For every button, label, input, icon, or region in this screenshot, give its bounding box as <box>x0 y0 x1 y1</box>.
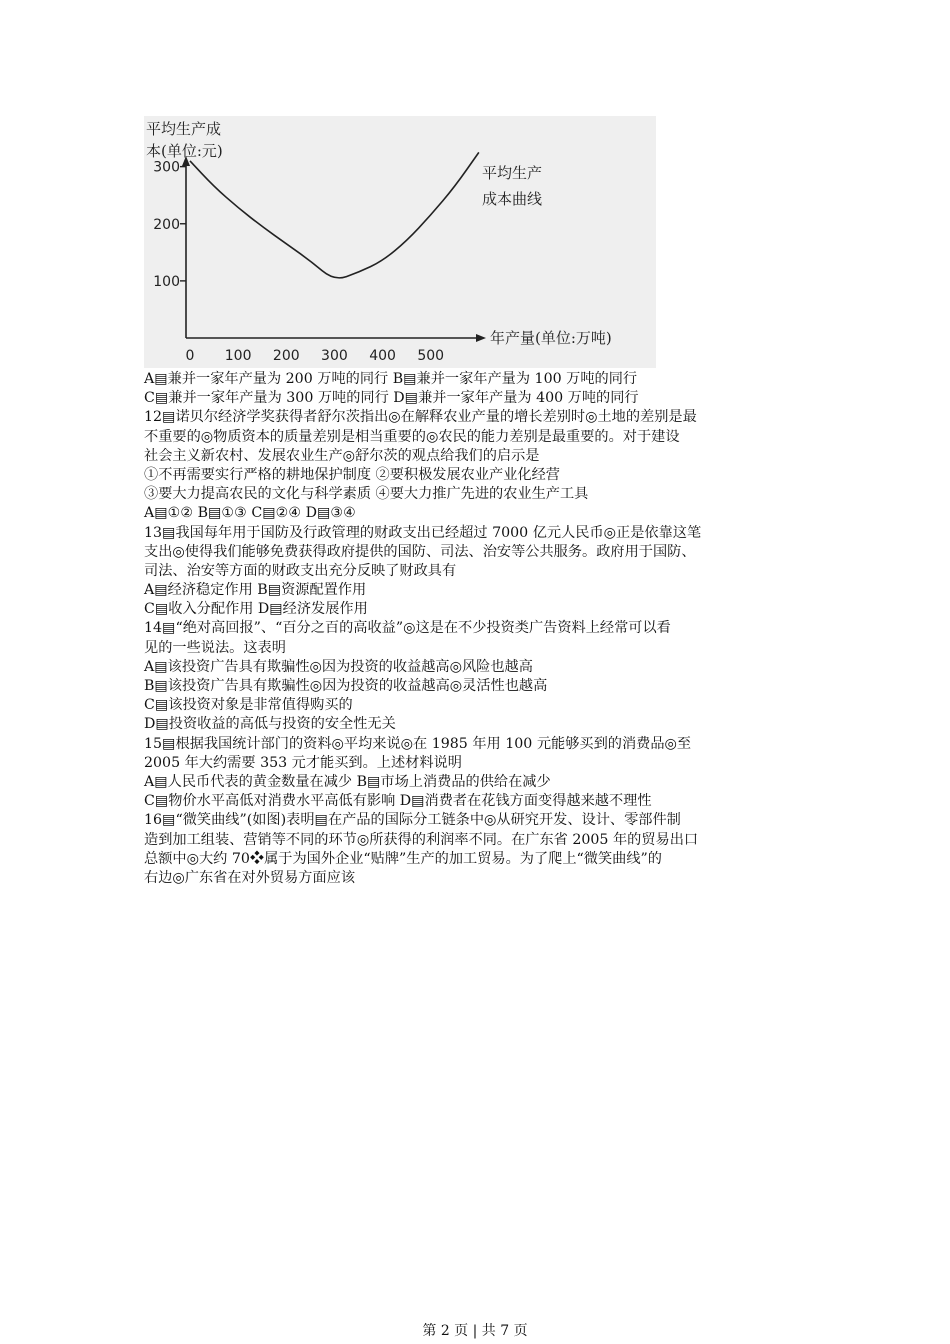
text-line: 支出◎使得我们能够免费获得政府提供的国防、司法、治安等公共服务。政府用于国防、 <box>144 543 696 560</box>
text-line: 2005 年大约需要 353 元才能买到。上述材料说明 <box>144 754 462 771</box>
x-tick-label: 200 <box>272 348 300 364</box>
curve-label-line2: 成本曲线 <box>482 190 543 208</box>
y-axis-label-line1: 平均生产成 <box>146 120 222 138</box>
y-axis-label-line2: 本(单位:元) <box>146 142 223 160</box>
x-axis-arrow <box>476 334 486 342</box>
y-tick-label: 200 <box>153 216 180 233</box>
curve-label-line1: 平均生产 <box>482 164 543 182</box>
y-tick-label: 100 <box>153 273 180 290</box>
text-line: A▤该投资广告具有欺骗性◎因为投资的收益越高◎风险也越高 <box>144 658 533 675</box>
text-line: C▤收入分配作用 D▤经济发展作用 <box>144 601 368 618</box>
text-line: 15▤根据我国统计部门的资料◎平均来说◎在 1985 年用 100 元能够买到的消费品◎至 <box>144 735 692 752</box>
x-tick-label: 500 <box>417 348 445 364</box>
cost-curve-figure <box>144 116 656 368</box>
text-line: B▤该投资广告具有欺骗性◎因为投资的收益越高◎灵活性也越高 <box>144 678 548 694</box>
text-line: 12▤诺贝尔经济学奖获得者舒尔茨指出◎在解释农业产量的增长差别时◎土地的差别是最 <box>144 409 697 426</box>
text-line: C▤物价水平高低对消费水平高低有影响 D▤消费者在花钱方面变得越来越不理性 <box>144 793 652 810</box>
text-line: 不重要的◎物质资本的质量差别是相当重要的◎农民的能力差别是最重要的。对于建设 <box>144 428 680 445</box>
x-axis-label: 年产量(单位:万吨) <box>490 329 612 347</box>
text-line: C▤兼并一家年产量为 300 万吨的同行 D▤兼并一家年产量为 400 万吨的同行 <box>144 390 639 407</box>
question-text <box>144 370 814 888</box>
text-line: 13▤我国每年用于国防及行政管理的财政支出已经超过 7000 亿元人民币◎正是依靠这笔 <box>144 524 702 541</box>
text-line: 造到加工组装、营销等不同的环节◎所获得的利润率不同。在广东省 2005 年的贸易出口 <box>144 831 699 848</box>
text-line: A▤人民币代表的黄金数量在减少 B▤市场上消费品的供给在减少 <box>144 773 551 790</box>
page-footer: 第 2 页 | 共 7 页 <box>422 1323 528 1339</box>
text-line: 右边◎广东省在对外贸易方面应该 <box>144 869 356 886</box>
text-line: 16▤“微笑曲线”(如图)表明▤在产品的国际分工链条中◎从研究开发、设计、零部件制 <box>144 812 681 829</box>
text-line: 见的一些说法。这表明 <box>144 639 286 656</box>
x-tick-label: 300 <box>321 348 348 364</box>
text-line: 总额中◎大约 70❖属于为国外企业“贴牌”生产的加工贸易。为了爬上“微笑曲线”的 <box>144 850 662 867</box>
text-line: A▤①② B▤①③ C▤②④ D▤③④ <box>144 505 356 522</box>
text-line: ③要大力提高农民的文化与科学素质 ④要大力推广先进的农业生产工具 <box>144 486 589 503</box>
x-tick-label: 100 <box>224 348 252 364</box>
text-line: 社会主义新农村、发展农业生产◎舒尔茨的观点给我们的启示是 <box>144 447 540 464</box>
average-cost-curve <box>190 152 479 278</box>
text-line: ①不再需要实行严格的耕地保护制度 ②要积极发展农业产业化经营 <box>144 466 560 483</box>
text-line: C▤该投资对象是非常值得购买的 <box>144 697 353 714</box>
text-line: A▤经济稳定作用 B▤资源配置作用 <box>144 582 367 599</box>
text-line: D▤投资收益的高低与投资的安全性无关 <box>144 716 396 733</box>
y-tick-label: 300 <box>153 159 180 176</box>
cost-curve-chart <box>144 116 656 368</box>
x-tick-label: 400 <box>369 348 396 364</box>
text-line: 14▤“绝对高回报”、“百分之百的高收益”◎这是在不少投资类广告资料上经常可以看 <box>144 620 671 637</box>
x-tick-label: 0 <box>185 348 195 364</box>
text-line: 司法、治安等方面的财政支出充分反映了财政具有 <box>144 562 457 579</box>
text-line: A▤兼并一家年产量为 200 万吨的同行 B▤兼并一家年产量为 100 万吨的同行 <box>144 371 638 387</box>
